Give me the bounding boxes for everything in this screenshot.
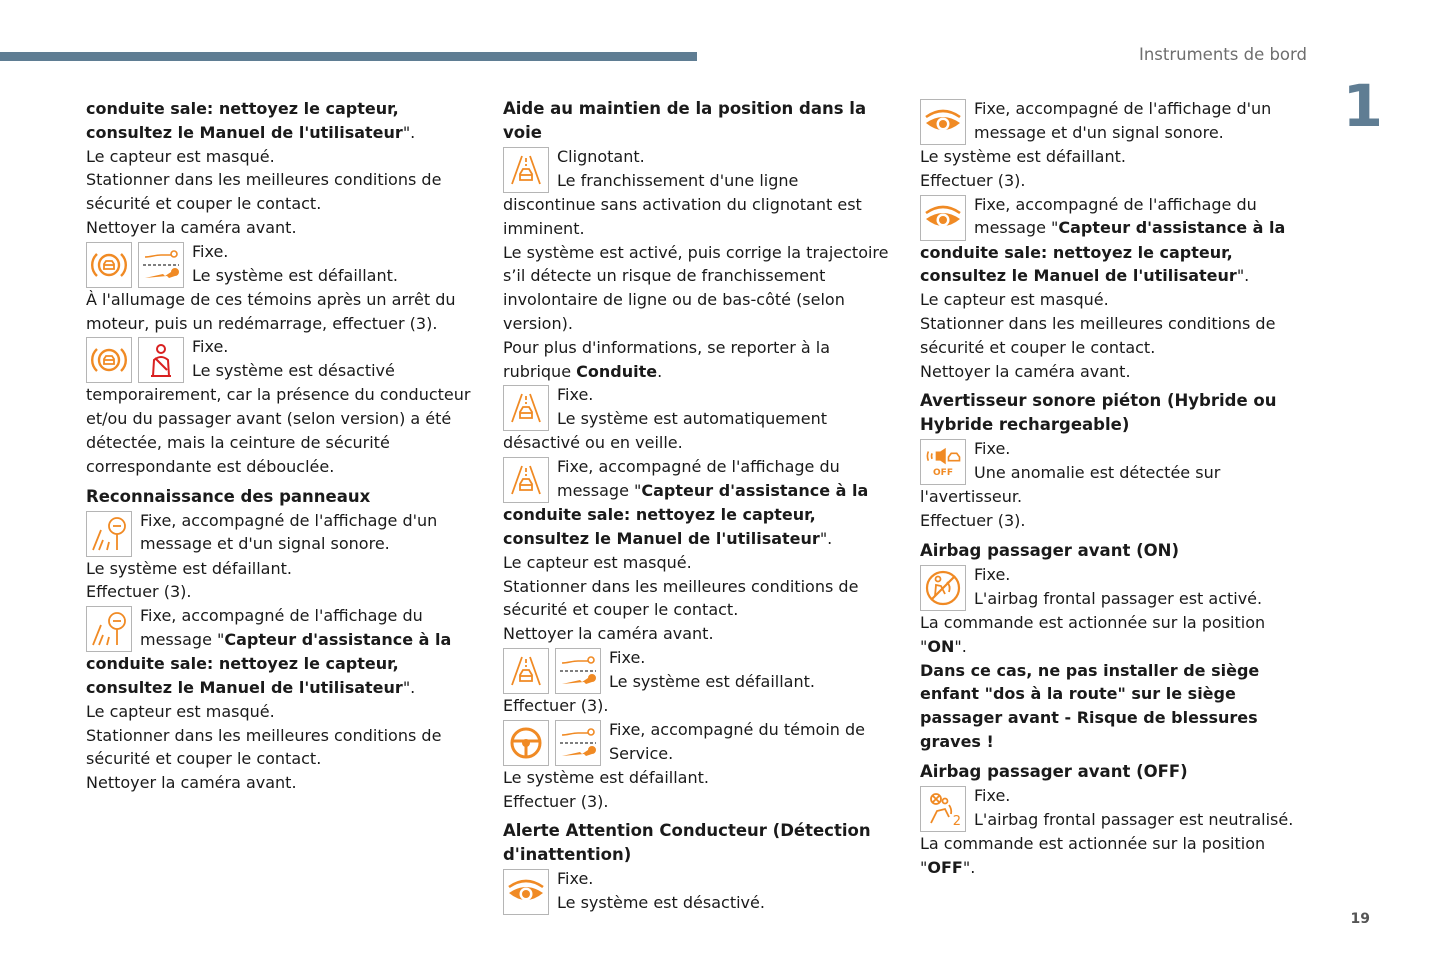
text: ". <box>402 122 416 142</box>
paragraph: Le système est activé, puis corrige la trajectoire s’il détecte un risque de franchissement involontaire de ligne ou de bas-côté (selon version). <box>503 242 889 333</box>
icon-number-label: 2 <box>952 813 961 829</box>
paragraph: Stationner dans les meilleures conditions de sécurité et couper le contact. <box>86 725 442 769</box>
heading: Avertisseur sonore piéton (Hybride ou Hybride rechargeable) <box>920 391 1277 435</box>
text: La commande est actionnée sur la position " <box>920 833 1266 877</box>
bold-text: Capteur d'assistance à la <box>1058 218 1286 238</box>
indicator-entry <box>86 240 478 288</box>
entry-text <box>920 241 1312 289</box>
paragraph: Nettoyer la caméra avant. <box>503 624 714 644</box>
entry-text: Fixe, accompagné de l'affichage d'un message et d'un signal sonore. <box>140 510 438 554</box>
lane-keep-icon <box>503 147 549 193</box>
paragraph: Stationner dans les meilleures conditions de sécurité et couper le contact. <box>503 576 859 620</box>
service-wrench-icon <box>555 648 601 694</box>
seatbelt-icon <box>138 337 184 383</box>
text: ". <box>819 528 833 548</box>
driver-attention-eye-icon <box>920 99 966 145</box>
paragraph: Stationner dans les meilleures conditions de sécurité et couper le contact. <box>86 170 442 214</box>
lane-keep-icon <box>503 648 549 694</box>
airbag-off-icon <box>920 786 966 832</box>
paragraph: Le capteur est masqué. <box>503 552 692 572</box>
column-1 <box>86 97 478 795</box>
indicator-entry <box>503 867 895 915</box>
bold-text: ON <box>927 636 955 656</box>
paragraph: Le capteur est masqué. <box>920 290 1109 310</box>
steering-wheel-icon <box>503 720 549 766</box>
paragraph: Le système est défaillant. <box>503 767 709 787</box>
text: ". <box>1236 266 1250 286</box>
entry-text: Une anomalie est détectée sur <box>974 463 1221 483</box>
entry-text: Fixe. <box>192 241 229 261</box>
paragraph: Effectuer (3). <box>920 511 1026 531</box>
service-wrench-icon <box>555 720 601 766</box>
paragraph: Nettoyer la caméra avant. <box>86 217 297 237</box>
driver-attention-eye-icon <box>503 869 549 915</box>
brake-warning-icon <box>86 337 132 383</box>
icon-off-label: OFF <box>933 468 953 479</box>
paragraph: Le capteur est masqué. <box>86 146 275 166</box>
entry-text: Fixe. <box>974 439 1011 459</box>
bold-text: Conduite <box>576 361 658 381</box>
pedestrian-horn-off-icon <box>920 439 966 485</box>
bold-text: conduite sale: nettoyez le capteur, consultez le Manuel de l'utilisateur <box>86 99 403 142</box>
heading: Alerte Attention Conducteur (Détection d'inattention) <box>503 821 871 865</box>
text: ". <box>962 857 976 877</box>
text: Pour plus d'informations, se reporter à la rubrique <box>503 337 831 381</box>
entry-text <box>557 455 895 503</box>
indicator-entry <box>920 97 1312 145</box>
column-3 <box>920 97 1312 879</box>
text: Fixe, accompagné de l'affichage du message " <box>974 194 1257 238</box>
text: . <box>657 361 663 381</box>
traffic-sign-icon <box>86 511 132 557</box>
indicator-entry <box>503 455 895 551</box>
entry-text: Fixe. <box>974 564 1011 584</box>
brake-warning-icon <box>86 242 132 288</box>
entry-text: Le système est défaillant. <box>192 265 398 285</box>
indicator-entry <box>503 718 895 766</box>
indicator-entry <box>920 563 1312 611</box>
bold-text: Capteur d'assistance à la <box>224 629 452 649</box>
heading: Airbag passager avant (OFF) <box>920 761 1188 781</box>
airbag-on-icon <box>920 565 966 611</box>
bold-text: conduite sale: nettoyez le capteur, consultez le Manuel de l'utilisateur <box>503 505 820 548</box>
entry-text <box>86 652 478 700</box>
heading: Airbag passager avant (ON) <box>920 540 1179 560</box>
text: La commande est actionnée sur la position " <box>920 612 1266 656</box>
entry-text: Le système est défaillant. <box>609 671 815 691</box>
paragraph: Le système est défaillant. <box>86 558 292 578</box>
driver-attention-eye-icon <box>920 195 966 241</box>
traffic-sign-icon <box>86 606 132 652</box>
lane-keep-icon <box>503 385 549 431</box>
indicator-entry <box>86 509 478 557</box>
text: ". <box>402 677 416 697</box>
heading: Aide au maintien de la position dans la voie <box>503 99 867 142</box>
text: ". <box>954 636 967 656</box>
paragraph: Nettoyer la caméra avant. <box>86 773 297 793</box>
entry-text: Fixe. <box>557 385 594 405</box>
entry-text: discontinue sans activation du clignotant est imminent. <box>503 195 862 238</box>
indicator-entry <box>503 145 895 241</box>
entry-text: Fixe. <box>974 785 1011 805</box>
indicator-entry <box>503 383 895 455</box>
indicator-entry <box>86 335 478 478</box>
top-accent-bar <box>0 52 697 61</box>
paragraph: Le capteur est masqué. <box>86 701 275 721</box>
entry-text: Le système est désactivé. <box>557 893 765 913</box>
entry-text: Le système est désactivé <box>192 361 395 381</box>
indicator-entry <box>920 193 1312 289</box>
entry-text: désactivé ou en veille. <box>503 433 683 453</box>
paragraph: Nettoyer la caméra avant. <box>920 361 1131 381</box>
paragraph: Effectuer (3). <box>86 582 192 602</box>
bold-text: Capteur d'assistance à la <box>641 480 869 500</box>
entry-text <box>974 193 1312 241</box>
paragraph: Effectuer (3). <box>503 695 609 715</box>
indicator-entry <box>920 437 1312 509</box>
bold-text: conduite sale: nettoyez le capteur, consultez le Manuel de l'utilisateur <box>920 242 1237 286</box>
service-wrench-icon <box>138 242 184 288</box>
entry-text: Fixe, accompagné de l'affichage d'un message et d'un signal sonore. <box>974 99 1272 142</box>
entry-text: Fixe. <box>609 647 646 667</box>
entry-text <box>503 503 895 551</box>
entry-text: L'airbag frontal passager est activé. <box>974 588 1263 608</box>
text: Fixe, accompagné de l'affichage du message " <box>557 457 840 500</box>
column-2 <box>503 97 895 915</box>
paragraph: Stationner dans les meilleures conditions de sécurité et couper le contact. <box>920 313 1276 357</box>
paragraph: À l'allumage de ces témoins après un arrêt du moteur, puis un redémarrage, effectuer (3). <box>86 289 456 333</box>
chapter-number: 1 <box>1342 72 1383 140</box>
entry-text: Clignotant. <box>557 147 645 166</box>
paragraph: Effectuer (3). <box>503 791 609 811</box>
entry-text <box>140 604 478 652</box>
paragraph <box>86 97 478 145</box>
entry-text: Fixe. <box>557 869 594 889</box>
bold-text: OFF <box>927 857 963 877</box>
heading: Reconnaissance des panneaux <box>86 486 371 506</box>
entry-text: l'avertisseur. <box>920 487 1023 507</box>
entry-text: Fixe. <box>192 337 229 357</box>
paragraph: Effectuer (3). <box>920 170 1026 190</box>
entry-text: Fixe, accompagné du témoin de Service. <box>609 719 865 763</box>
indicator-entry <box>920 784 1312 832</box>
indicator-entry <box>503 646 895 694</box>
indicator-entry <box>86 604 478 700</box>
paragraph: Le système est défaillant. <box>920 147 1126 166</box>
lane-keep-icon <box>503 457 549 503</box>
text: Fixe, accompagné de l'affichage du message " <box>140 606 423 649</box>
warning-text <box>920 659 1312 754</box>
entry-text: Le système est automatiquement <box>557 409 827 429</box>
entry-text: L'airbag frontal passager est neutralisé. <box>974 809 1294 829</box>
section-title: Instruments de bord <box>1138 45 1307 64</box>
entry-text: temporairement, car la présence du conducteur et/ou du passager avant (selon version) a été détectée, mais la ceinture de sécurité correspondante est débouclée. <box>86 385 471 476</box>
bold-text: Dans ce cas, ne pas installer de siège enfant "dos à la route" sur le siège passager avant - Risque de blessures graves ! <box>920 660 1260 751</box>
page-number: 19 <box>1350 911 1370 927</box>
entry-text: Le franchissement d'une ligne <box>557 170 799 190</box>
paragraph <box>920 832 1312 880</box>
paragraph <box>920 611 1312 659</box>
paragraph <box>503 336 895 384</box>
bold-text: conduite sale: nettoyez le capteur, consultez le Manuel de l'utilisateur <box>86 654 403 697</box>
